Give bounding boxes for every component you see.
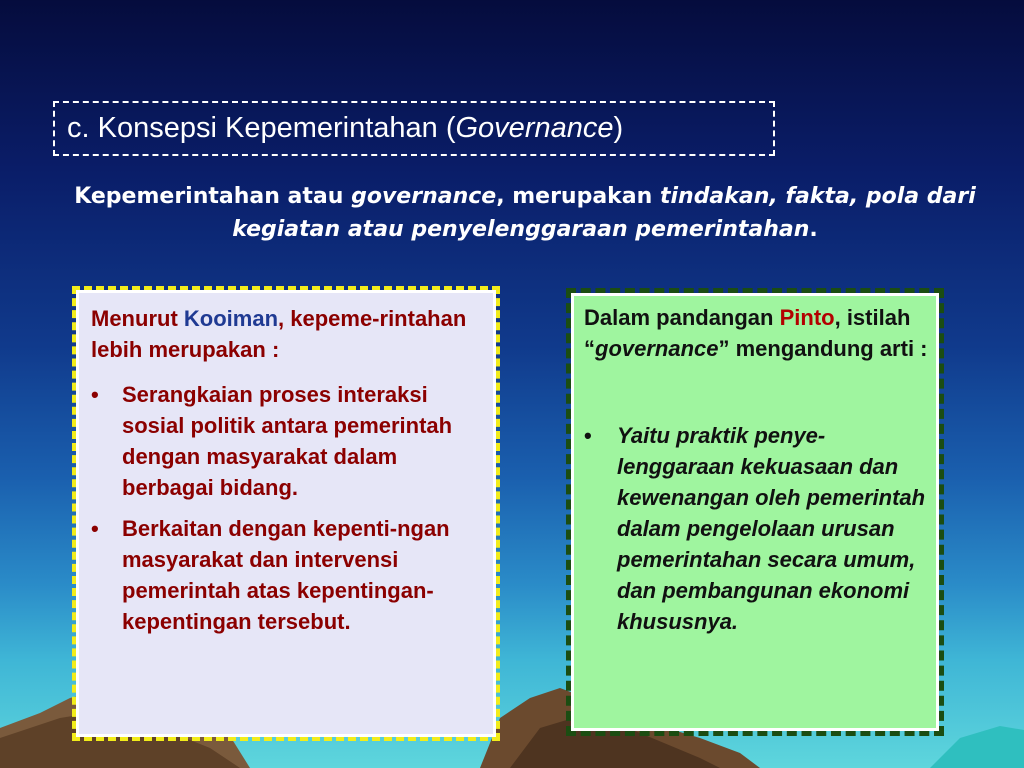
list-item: • Berkaitan dengan kepenti-ngan masyarakat dan intervensi pemerintah atas kepentingan-kepentingan tersebut. <box>79 513 483 637</box>
pinto-definition-box <box>571 293 939 731</box>
list-item: • Serangkaian proses interaksi sosial politik antara pemerintah dengan masyarakat dalam berbagai bidang. <box>79 379 483 503</box>
bullet-icon: • <box>91 382 99 407</box>
bullet-icon: • <box>584 423 592 448</box>
pinto-list <box>574 420 929 637</box>
list-item: • Yaitu praktik penye-lenggaraan kekuasaan dan kewenangan oleh pemerintah dalam pengelolaan urusan pemerintahan secara umum, dan pembangunan ekonomi khususnya. <box>574 420 929 637</box>
slide-title: c. Konsepsi Kepemerintahan (Governance) <box>67 112 624 144</box>
kooiman-definition-box <box>76 290 496 737</box>
kooiman-list <box>79 379 483 647</box>
kooiman-heading: Menurut Kooiman, kepeme-rintahan lebih merupakan : <box>91 306 467 362</box>
pinto-heading: Dalam pandangan Pinto, istilah “governance” mengandung arti : <box>584 305 928 361</box>
bullet-icon: • <box>91 516 99 541</box>
intro-definition: Kepemerintahan atau governance, merupakan tindakan, fakta, pola dari kegiatan atau penyelenggaraan pemerintahan. <box>74 184 976 242</box>
slide-title-box <box>53 101 775 156</box>
